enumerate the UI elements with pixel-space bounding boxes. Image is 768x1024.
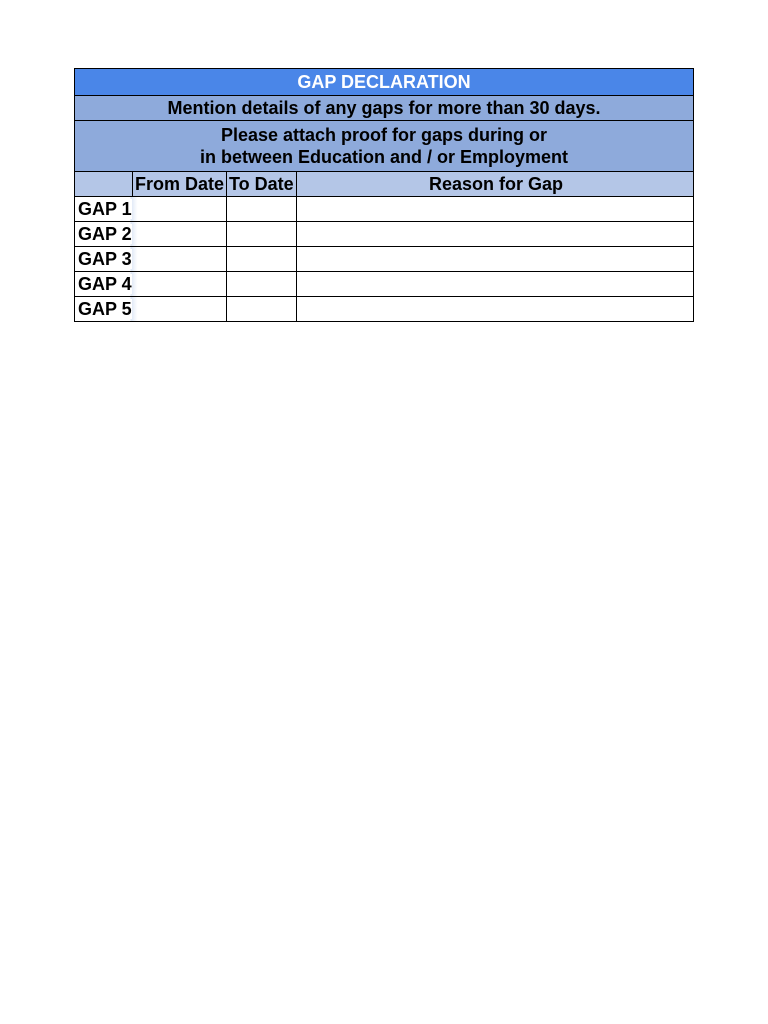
gap-label-5: [75, 297, 227, 322]
note-row-2: [75, 121, 694, 172]
gap-declaration-table: [74, 68, 694, 322]
reason-cell-3[interactable]: [297, 247, 694, 272]
proof-instruction: [75, 121, 694, 172]
table-row: [75, 247, 694, 272]
gap-label-3: [75, 247, 227, 272]
header-to-date: To Date: [227, 172, 297, 197]
reason-cell-5[interactable]: [297, 297, 694, 322]
table-row: [75, 222, 694, 247]
header-from-date: From Date: [133, 172, 227, 197]
reason-cell-4[interactable]: [297, 272, 694, 297]
gap-label-1: [75, 197, 227, 222]
column-header-row: [75, 172, 694, 197]
form-title: GAP DECLARATION: [75, 69, 694, 96]
to-date-cell-3[interactable]: [227, 247, 297, 272]
to-date-cell-5[interactable]: [227, 297, 297, 322]
gap-label-text: GAP 3: [78, 249, 132, 269]
header-reason: Reason for Gap: [297, 172, 694, 197]
gap-label-2: [75, 222, 227, 247]
table-row: [75, 297, 694, 322]
table-row: [75, 197, 694, 222]
gap-instruction: Mention details of any gaps for more than 30 days.: [75, 96, 694, 121]
gap-label-text: GAP 5: [78, 299, 132, 319]
proof-instruction-line-1: Please attach proof for gaps during or: [220, 125, 548, 145]
header-blank-cell: [75, 172, 133, 197]
note-row-1: [75, 96, 694, 121]
title-row: [75, 69, 694, 96]
gap-label-4: [75, 272, 227, 297]
gap-label-text: GAP 2: [78, 224, 132, 244]
table-row: [75, 272, 694, 297]
to-date-cell-4[interactable]: [227, 272, 297, 297]
gap-label-text: GAP 4: [78, 274, 132, 294]
reason-cell-2[interactable]: [297, 222, 694, 247]
gap-label-text: GAP 1: [78, 199, 132, 219]
reason-cell-1[interactable]: [297, 197, 694, 222]
to-date-cell-1[interactable]: [227, 197, 297, 222]
proof-instruction-line-2: in between Education and / or Employment: [199, 147, 569, 167]
to-date-cell-2[interactable]: [227, 222, 297, 247]
